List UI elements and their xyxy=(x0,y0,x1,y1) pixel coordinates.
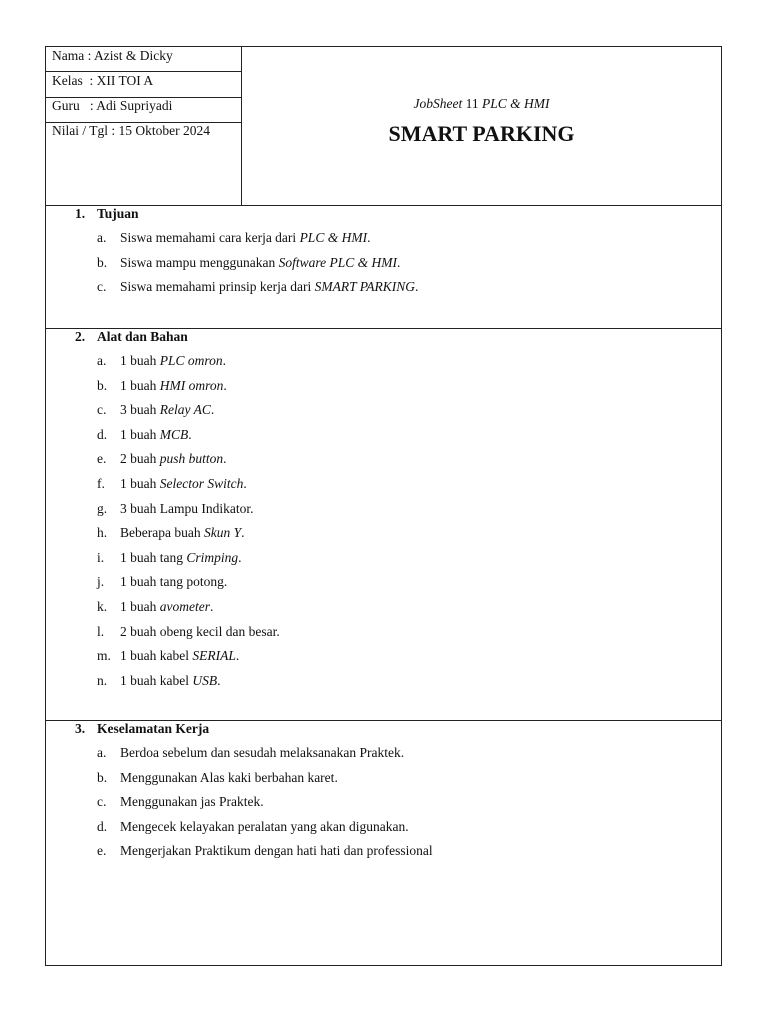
list-item-letter: b. xyxy=(97,769,108,785)
list-item-text: Mengerjakan Praktikum dengan hati hati dan professional xyxy=(120,843,433,859)
section-heading xyxy=(75,721,209,737)
list-item xyxy=(97,745,404,761)
list-item-letter: a. xyxy=(97,230,107,245)
list-item xyxy=(97,624,280,640)
list-item-emphasis: push button xyxy=(159,451,224,467)
list-item-text: 2 buah xyxy=(120,451,160,467)
list-item-emphasis: USB xyxy=(192,672,218,688)
list-item-letter: c. xyxy=(97,402,107,418)
list-item-emphasis: SERIAL xyxy=(192,648,236,664)
list-item-letter: k. xyxy=(97,599,108,614)
list-item-letter: a. xyxy=(97,353,107,368)
list-item-punctuation: . xyxy=(400,745,405,760)
list-item-text: Siswa mampu menggunakan xyxy=(120,254,279,270)
list-item-punctuation: . xyxy=(276,623,280,639)
list-item-emphasis: SMART PARKING xyxy=(314,279,415,295)
list-item-punctuation: . xyxy=(260,794,264,810)
list-item-punctuation: . xyxy=(405,818,409,834)
list-item xyxy=(97,378,227,394)
section-heading xyxy=(75,329,188,345)
list-item-punctuation: . xyxy=(243,476,247,491)
list-item-emphasis: Skun Y xyxy=(203,525,242,541)
list-item-text: 1 buah xyxy=(120,599,160,614)
list-item-letter: c. xyxy=(97,794,107,810)
list-item-emphasis: HMI omron xyxy=(159,377,224,393)
list-item-text: 3 buah xyxy=(120,402,160,418)
list-item-letter: d. xyxy=(97,818,108,834)
list-item-text: Mengecek kelayakan peralatan yang akan digunakan xyxy=(120,818,406,834)
list-item-letter: m. xyxy=(97,648,111,664)
list-item-letter: n. xyxy=(97,672,108,688)
list-item xyxy=(97,574,227,590)
list-item-emphasis: PLC & HMI xyxy=(299,230,368,245)
list-item xyxy=(97,794,264,810)
list-item-punctuation: . xyxy=(223,451,227,467)
list-item-letter: l. xyxy=(97,623,105,639)
class-field: Kelas : XII TOI A xyxy=(52,73,154,88)
list-item-punctuation: . xyxy=(210,402,215,418)
list-item-emphasis: avometer xyxy=(159,599,210,614)
list-item-letter: e. xyxy=(97,843,107,859)
list-item-text: 1 buah kabel xyxy=(120,672,193,688)
list-item-text: 1 buah xyxy=(120,476,160,491)
section-title: Keselamatan Kerja xyxy=(97,721,210,736)
list-item xyxy=(97,451,227,467)
teacher-field: Guru : Adi Supriyadi xyxy=(52,98,173,113)
list-item xyxy=(97,230,370,246)
list-item-punctuation: . xyxy=(250,500,254,516)
section-heading xyxy=(75,206,139,222)
list-item-letter: a. xyxy=(97,745,107,760)
list-item-text: 1 buah xyxy=(120,426,160,442)
section-title: Alat dan Bahan xyxy=(97,329,188,344)
list-item-letter: b. xyxy=(97,254,108,270)
jobsheet-subtitle: JobSheet 11 PLC & HMI xyxy=(413,96,550,111)
list-item xyxy=(97,353,226,369)
list-item-punctuation: . xyxy=(222,353,227,368)
list-item-punctuation: . xyxy=(223,574,228,590)
list-item-emphasis: Software PLC & HMI xyxy=(278,254,397,270)
list-item-emphasis: Crimping xyxy=(186,549,239,565)
list-item-text: Beberapa buah xyxy=(120,525,204,541)
list-item-text: 2 buah obeng kecil dan besar xyxy=(120,623,277,639)
list-item xyxy=(97,427,192,443)
section-title: Tujuan xyxy=(97,206,139,221)
list-item-emphasis: PLC omron xyxy=(159,353,223,368)
list-item-text: 3 buah Lampu Indikator xyxy=(120,500,251,516)
list-item-punctuation: . xyxy=(209,599,214,614)
list-item-text: 1 buah kabel xyxy=(120,648,193,664)
list-item xyxy=(97,819,409,835)
list-item-letter: f. xyxy=(97,476,105,491)
list-item-letter: i. xyxy=(97,549,105,565)
list-item-punctuation: . xyxy=(223,377,227,393)
section-number: 2. xyxy=(75,329,86,344)
list-item-letter: d. xyxy=(97,426,108,442)
list-item-punctuation: . xyxy=(235,648,240,664)
list-item-text: Siswa memahami cara kerja dari xyxy=(120,230,300,245)
list-item-letter: g. xyxy=(97,500,108,516)
list-item xyxy=(97,525,244,541)
list-item-punctuation: . xyxy=(414,279,419,295)
list-item-punctuation: . xyxy=(188,426,192,442)
section-number: 3. xyxy=(75,721,86,736)
list-item-punctuation: . xyxy=(367,230,371,245)
list-item xyxy=(97,599,213,615)
list-item-text: Siswa memahami prinsip kerja dari xyxy=(120,279,315,295)
list-item-text: 1 buah xyxy=(120,353,160,368)
list-item-emphasis: MCB xyxy=(159,426,189,442)
section-divider xyxy=(45,205,722,206)
page-title: SMART PARKING xyxy=(388,121,575,146)
student-name: Nama : Azist & Dicky xyxy=(52,48,173,63)
list-item-text: Menggunakan Alas kaki berbahan karet xyxy=(120,769,335,785)
list-item-emphasis: Selector Switch xyxy=(159,476,244,491)
list-item xyxy=(97,648,239,664)
list-item xyxy=(97,255,400,271)
list-item-letter: e. xyxy=(97,451,107,467)
list-item-letter: j. xyxy=(97,574,105,590)
list-item-punctuation: . xyxy=(334,769,338,785)
list-item xyxy=(97,501,253,517)
list-item-letter: b. xyxy=(97,377,108,393)
list-item-punctuation: . xyxy=(241,525,245,541)
list-item-letter: h. xyxy=(97,525,108,541)
grade-date-field: Nilai / Tgl : 15 Oktober 2024 xyxy=(52,123,210,138)
list-item xyxy=(97,402,214,418)
list-item xyxy=(97,476,247,492)
list-item xyxy=(97,279,418,295)
list-item-text: Menggunakan jas Praktek xyxy=(120,794,261,810)
list-item-text: 1 buah tang potong xyxy=(120,574,224,590)
list-item-punctuation: . xyxy=(397,254,401,270)
list-item-letter: c. xyxy=(97,279,107,295)
list-item-text: 1 buah xyxy=(120,377,160,393)
list-item xyxy=(97,550,242,566)
list-item-punctuation: . xyxy=(238,549,242,565)
list-item-emphasis: Relay AC xyxy=(159,402,211,418)
list-item xyxy=(97,673,220,689)
list-item-text: Berdoa sebelum dan sesudah melaksanakan Praktek xyxy=(120,745,401,760)
info-row-divider xyxy=(45,71,241,72)
list-item xyxy=(97,843,433,859)
list-item-punctuation: . xyxy=(217,672,221,688)
list-item xyxy=(97,770,338,786)
list-item-text: 1 buah tang xyxy=(120,549,187,565)
section-number: 1. xyxy=(75,206,86,221)
